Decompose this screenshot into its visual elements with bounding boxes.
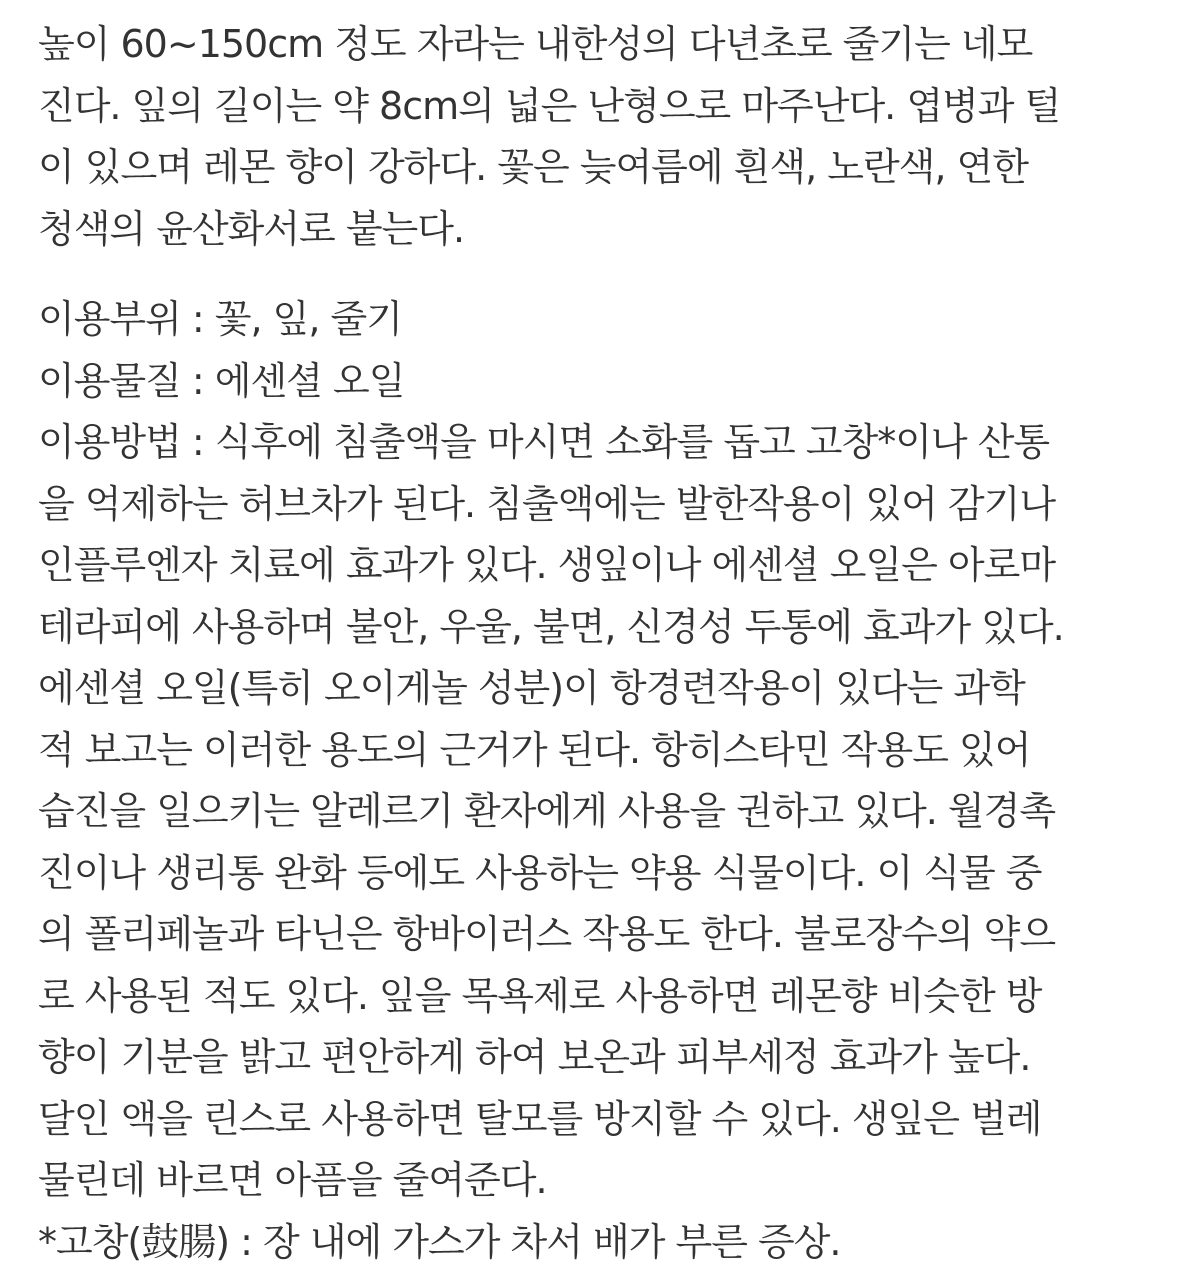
text-line: 이 있으며 레몬 향이 강하다. 꽃은 늦여름에 흰색, 노란색, 연한 <box>38 145 1028 189</box>
text-line: 적 보고는 이러한 용도의 근거가 된다. 항히스타민 작용도 있어 <box>38 727 1031 772</box>
usage-method-line: 이용방법 : 식후에 침출액을 마시면 소화를 돕고 고창*이나 산통 <box>38 420 1050 464</box>
document-body <box>38 14 1168 1273</box>
footnote: *고창(鼓腸) : 장 내에 가스가 차서 배가 부른 증상. <box>38 1219 841 1264</box>
text-line: 습진을 일으키는 알레르기 환자에게 사용을 권하고 있다. 월경촉 <box>38 789 1056 833</box>
usage-section <box>38 289 1168 1212</box>
usage-parts-line: 이용부위 : 꽃, 잎, 줄기 <box>38 297 402 341</box>
text-line: 달인 액을 린스로 사용하면 탈모를 방지할 수 있다. 생잎은 벌레 <box>38 1096 1042 1141</box>
text-line: 을 억제하는 허브차가 된다. 침출액에는 발한작용이 있어 감기나 <box>38 481 1056 526</box>
text-line: 테라피에 사용하며 불안, 우울, 불면, 신경성 두통에 효과가 있다. <box>38 604 1064 649</box>
text-line: 향이 기분을 밝고 편안하게 하여 보온과 피부세정 효과가 높다. <box>38 1035 1031 1079</box>
text-line: 로 사용된 적도 있다. 잎을 목욕제로 사용하면 레몬향 비슷한 방 <box>38 973 1042 1018</box>
text-line: 진다. 잎의 길이는 약 8cm의 넓은 난형으로 마주난다. 엽병과 털 <box>38 83 1061 128</box>
text-line: 물린데 바르면 아픔을 줄여준다. <box>38 1158 547 1202</box>
description-paragraph <box>38 14 1168 260</box>
text-line: 의 폴리페놀과 타닌은 항바이러스 작용도 한다. 불로장수의 약으 <box>38 912 1056 956</box>
text-line: 높이 60~150cm 정도 자라는 내한성의 다년초로 줄기는 네모 <box>38 22 1033 66</box>
text-line: 인플루엔자 치료에 효과가 있다. 생잎이나 에센셜 오일은 아로마 <box>38 543 1056 587</box>
text-line: 에센셜 오일(특히 오이게놀 성분)이 항경련작용이 있다는 과학 <box>38 666 1025 710</box>
text-line: 진이나 생리통 완화 등에도 사용하는 약용 식물이다. 이 식물 중 <box>38 850 1042 895</box>
text-line: 청색의 윤산화서로 붙는다. <box>38 206 465 251</box>
paragraph-spacer <box>38 260 1168 289</box>
usage-substance-line: 이용물질 : 에센셜 오일 <box>38 358 405 403</box>
